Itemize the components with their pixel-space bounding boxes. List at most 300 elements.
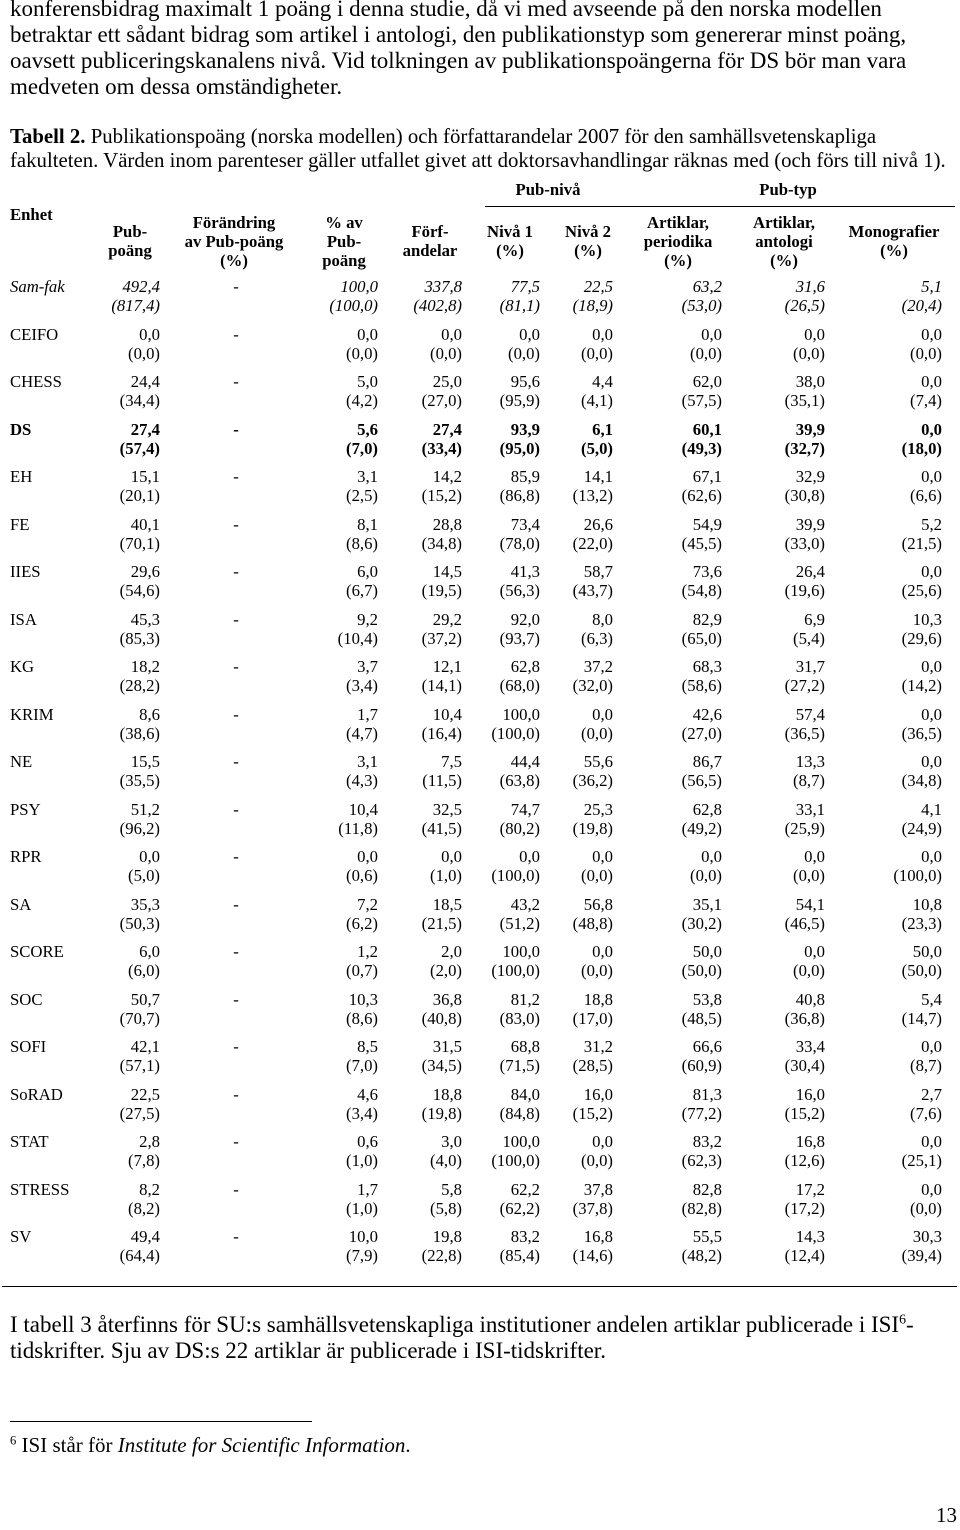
cell-value: 0,0	[592, 704, 613, 724]
table-cell	[543, 562, 613, 600]
unit-cell	[10, 1085, 100, 1104]
cell-value-with-dissertations: (39,4)	[901, 1246, 942, 1265]
cell-value-with-dissertations: (14,2)	[901, 676, 942, 695]
cell-value-with-dissertations: (56,5)	[681, 771, 722, 790]
cell-value-with-dissertations: (402,8)	[413, 296, 462, 315]
cell-value: 100,0	[340, 277, 378, 296]
table-cell	[470, 847, 540, 885]
cell-value-with-dissertations: (54,6)	[119, 581, 160, 600]
table-cell	[196, 515, 276, 534]
table-cell	[543, 657, 613, 695]
unit-cell	[10, 705, 100, 724]
table-cell	[652, 847, 722, 885]
cell-value: 16,0	[795, 1084, 825, 1104]
cell-value-with-dissertations: (81,1)	[499, 296, 540, 315]
table-cell	[308, 467, 378, 505]
footnote-rule	[10, 1421, 312, 1422]
cell-value: 10,0	[348, 1227, 378, 1246]
table-cell	[196, 752, 276, 771]
table-cell	[543, 515, 613, 553]
footnote-text: ISI står för	[21, 1433, 113, 1457]
cell-value: 100,0	[502, 704, 540, 724]
cell-value: 0,0	[921, 467, 942, 486]
cell-value: 39,9	[795, 514, 825, 534]
cell-value-with-dissertations: (7,9)	[346, 1246, 378, 1265]
cell-value: 4,1	[921, 799, 942, 819]
cell-value: 25,3	[583, 799, 613, 819]
cell-value: 0,0	[139, 847, 160, 866]
cell-value-with-dissertations: (14,7)	[901, 1008, 942, 1028]
table-cell	[308, 420, 378, 458]
table-cell	[308, 1085, 378, 1123]
table-cell	[392, 1132, 462, 1170]
table-cell	[308, 657, 378, 695]
cell-value: 0,0	[441, 324, 462, 344]
cell-value: 0,0	[921, 847, 942, 866]
cell-value-with-dissertations: (19,8)	[572, 818, 613, 838]
cell-value: 66,6	[692, 1037, 722, 1056]
cell-value-with-dissertations: (0,0)	[793, 866, 825, 885]
table-cell	[308, 515, 378, 553]
cell-value-with-dissertations: (7,0)	[346, 438, 378, 458]
cell-value: 40,8	[795, 989, 825, 1009]
cell-value-with-dissertations: (64,4)	[119, 1246, 160, 1265]
table-row	[0, 372, 960, 410]
table-cell	[470, 800, 540, 838]
cell-value: -	[233, 799, 239, 819]
cell-value: -	[233, 467, 239, 486]
body-line	[10, 1312, 914, 1338]
cell-value: 7,2	[357, 894, 378, 914]
table-cell	[196, 990, 276, 1009]
group-header-rule	[485, 206, 955, 207]
table-cell	[755, 895, 825, 933]
table-cell	[392, 895, 462, 933]
column-header-line: Monografier	[848, 222, 940, 241]
cell-value-with-dissertations: (1,0)	[346, 1151, 378, 1170]
cell-value-with-dissertations: (15,2)	[784, 1103, 825, 1123]
table-cell	[196, 800, 276, 819]
cell-value-with-dissertations: (21,5)	[421, 913, 462, 933]
table-cell	[755, 467, 825, 505]
table-cell	[90, 420, 160, 458]
column-header-line: Artiklar,	[753, 213, 815, 232]
cell-value: 10,8	[912, 894, 942, 914]
unit-label: KRIM	[10, 704, 54, 724]
cell-value-with-dissertations: (96,2)	[119, 818, 160, 838]
column-header-line: Artiklar,	[647, 213, 709, 232]
unit-cell	[10, 1037, 100, 1056]
table-cell	[470, 942, 540, 980]
cell-value: 5,6	[357, 419, 378, 439]
cell-value: 25,0	[432, 372, 462, 391]
cell-value-with-dissertations: (27,2)	[784, 676, 825, 695]
table-cell	[90, 990, 160, 1028]
cell-value: 6,0	[357, 562, 378, 581]
cell-value: 60,1	[692, 419, 722, 439]
cell-value: 0,0	[804, 324, 825, 344]
table-cell	[392, 325, 462, 363]
column-header	[824, 222, 960, 260]
table-cell	[543, 1085, 613, 1123]
table-cell	[872, 752, 942, 790]
column-header-line: poäng	[108, 241, 152, 260]
cell-value: 100,0	[502, 942, 540, 961]
cell-value-with-dissertations: (93,7)	[499, 628, 540, 648]
cell-value: -	[233, 752, 239, 771]
table-row	[0, 942, 960, 980]
cell-value-with-dissertations: (17,0)	[572, 1008, 613, 1028]
cell-value: 55,5	[692, 1227, 722, 1246]
table-cell	[196, 610, 276, 629]
table-cell	[652, 705, 722, 743]
cell-value-with-dissertations: (70,7)	[119, 1008, 160, 1028]
table-cell	[392, 990, 462, 1028]
cell-value: 16,8	[583, 1227, 613, 1246]
unit-cell	[10, 325, 100, 344]
table-cell	[392, 515, 462, 553]
cell-value: 0,0	[921, 752, 942, 771]
table-cell	[755, 847, 825, 885]
column-header-line: antologi	[755, 232, 813, 251]
cell-value: 12,1	[432, 657, 462, 676]
cell-value-with-dissertations: (8,7)	[910, 1056, 942, 1075]
table-cell	[872, 1227, 942, 1265]
table-cell	[872, 800, 942, 838]
cell-value-with-dissertations: (37,2)	[421, 628, 462, 648]
table-cell	[755, 990, 825, 1028]
table-cell	[90, 467, 160, 505]
cell-value-with-dissertations: (100,0)	[491, 866, 540, 885]
cell-value-with-dissertations: (65,0)	[681, 628, 722, 648]
cell-value: 0,0	[921, 324, 942, 344]
cell-value: 22,5	[583, 277, 613, 296]
cell-value: 8,6	[139, 704, 160, 724]
cell-value-with-dissertations: (29,6)	[901, 628, 942, 648]
table-cell	[90, 1037, 160, 1075]
unit-label: KG	[10, 657, 35, 676]
cell-value: 0,0	[441, 847, 462, 866]
table-cell	[90, 705, 160, 743]
cell-value: 10,3	[348, 989, 378, 1009]
cell-value: 0,0	[592, 847, 613, 866]
cell-value: 81,2	[510, 989, 540, 1009]
table-cell	[470, 610, 540, 648]
table-cell	[872, 705, 942, 743]
cell-value-with-dissertations: (0,0)	[581, 961, 613, 980]
table-cell	[470, 895, 540, 933]
table-cell	[543, 420, 613, 458]
cell-value-with-dissertations: (11,5)	[422, 771, 462, 790]
cell-value-with-dissertations: (0,0)	[793, 961, 825, 980]
cell-value: 31,7	[795, 657, 825, 676]
cell-value-with-dissertations: (28,2)	[119, 676, 160, 695]
table-cell	[652, 1227, 722, 1265]
cell-value-with-dissertations: (28,5)	[572, 1056, 613, 1075]
table-row	[0, 1227, 960, 1265]
table-cell	[308, 895, 378, 933]
table-row	[0, 562, 960, 600]
cell-value-with-dissertations: (95,0)	[499, 438, 540, 458]
table-cell	[470, 515, 540, 553]
table-cell	[470, 562, 540, 600]
table-cell	[308, 325, 378, 363]
unit-label: SOC	[10, 989, 43, 1009]
table-cell	[755, 705, 825, 743]
cell-value: -	[233, 324, 239, 344]
cell-value-with-dissertations: (0,0)	[690, 343, 722, 363]
cell-value: 0,0	[357, 847, 378, 866]
cell-value-with-dissertations: (41,5)	[421, 818, 462, 838]
table-cell	[652, 990, 722, 1028]
cell-value: 8,2	[139, 1179, 160, 1199]
cell-value-with-dissertations: (5,0)	[128, 866, 160, 885]
cell-value-with-dissertations: (0,6)	[346, 866, 378, 885]
column-header-line: Nivå 1	[487, 222, 533, 241]
table-cell	[872, 1085, 942, 1123]
cell-value-with-dissertations: (48,2)	[681, 1246, 722, 1265]
table-cell	[755, 800, 825, 838]
table-cell	[90, 277, 160, 315]
cell-value-with-dissertations: (2,5)	[346, 486, 378, 505]
cell-value-with-dissertations: (4,3)	[346, 771, 378, 790]
cell-value-with-dissertations: (20,1)	[119, 486, 160, 505]
cell-value-with-dissertations: (48,8)	[572, 913, 613, 933]
table-cell	[392, 467, 462, 505]
cell-value: 51,2	[130, 799, 160, 819]
table-cell	[543, 705, 613, 743]
column-header-line: andelar	[402, 241, 458, 260]
cell-value: 6,0	[139, 942, 160, 961]
cell-value: 28,8	[432, 514, 462, 534]
cell-value-with-dissertations: (1,0)	[430, 866, 462, 885]
cell-value: 44,4	[510, 752, 540, 771]
cell-value: 5,0	[357, 372, 378, 391]
table-row	[0, 990, 960, 1028]
table-cell	[308, 277, 378, 315]
unit-label: STAT	[10, 1132, 49, 1151]
cell-value-with-dissertations: (11,8)	[338, 818, 378, 838]
cell-value-with-dissertations: (27,0)	[421, 391, 462, 410]
cell-value: 0,0	[519, 324, 540, 344]
unit-label: SOFI	[10, 1037, 47, 1056]
table-cell	[755, 420, 825, 458]
table-cell	[90, 515, 160, 553]
cell-value-with-dissertations: (62,2)	[499, 1198, 540, 1218]
column-header-line: (%)	[664, 251, 692, 270]
cell-value: 14,1	[583, 467, 613, 486]
unit-label: NE	[10, 752, 33, 771]
cell-value-with-dissertations: (33,4)	[421, 438, 462, 458]
cell-value: 36,8	[432, 989, 462, 1009]
unit-label: IIES	[10, 562, 41, 581]
cell-value-with-dissertations: (32,7)	[784, 438, 825, 458]
table-cell	[543, 990, 613, 1028]
cell-value-with-dissertations: (71,5)	[499, 1056, 540, 1075]
cell-value-with-dissertations: (36,8)	[784, 1008, 825, 1028]
cell-value: 2,0	[441, 942, 462, 961]
table-cell	[470, 1037, 540, 1075]
cell-value-with-dissertations: (8,2)	[128, 1198, 160, 1218]
cell-value: 85,9	[510, 467, 540, 486]
table-cell	[543, 1037, 613, 1075]
cell-value: 5,4	[921, 989, 942, 1009]
cell-value: -	[233, 657, 239, 676]
table-cell	[392, 800, 462, 838]
unit-cell	[10, 990, 100, 1009]
cell-value: 3,7	[357, 657, 378, 676]
cell-value: -	[233, 1179, 239, 1199]
cell-value: 84,0	[510, 1084, 540, 1104]
footnote-mark: 6	[10, 1433, 17, 1448]
column-header-line: Nivå 2	[565, 222, 611, 241]
cell-value-with-dissertations: (0,0)	[581, 723, 613, 743]
cell-value-with-dissertations: (46,5)	[784, 913, 825, 933]
table-cell	[90, 800, 160, 838]
cell-value-with-dissertations: (0,0)	[581, 866, 613, 885]
table-cell	[90, 562, 160, 600]
table-cell	[652, 1180, 722, 1218]
table-cell	[543, 277, 613, 315]
cell-value: 8,1	[357, 514, 378, 534]
table-cell	[755, 1180, 825, 1218]
table-cell	[543, 1227, 613, 1265]
cell-value: 83,2	[692, 1132, 722, 1151]
cell-value: -	[233, 514, 239, 534]
cell-value: 54,1	[795, 894, 825, 914]
footnote-end: .	[405, 1433, 411, 1457]
cell-value-with-dissertations: (95,9)	[499, 391, 540, 410]
cell-value-with-dissertations: (34,8)	[421, 533, 462, 553]
intro-line: betraktar ett sådant bidrag som artikel i antologi, den publikationstyp som genererar minst poäng,	[10, 22, 907, 47]
cell-value-with-dissertations: (100,0)	[491, 723, 540, 743]
table-cell	[872, 325, 942, 363]
cell-value-with-dissertations: (0,0)	[508, 343, 540, 363]
cell-value: 0,0	[139, 324, 160, 344]
table-cell	[543, 847, 613, 885]
table-cell	[652, 277, 722, 315]
cell-value: 3,1	[357, 467, 378, 486]
cell-value: 58,7	[583, 562, 613, 581]
table-caption-line: fakulteten. Värden inom parenteser gäller utfallet givet att doktorsavhandlingar räknas med (och förs till nivå 1).	[10, 149, 946, 172]
cell-value-with-dissertations: (19,8)	[421, 1103, 462, 1123]
cell-value-with-dissertations: (4,2)	[346, 391, 378, 410]
table-cell	[392, 1085, 462, 1123]
cell-value-with-dissertations: (14,1)	[421, 676, 462, 695]
table-cell	[308, 705, 378, 743]
cell-value-with-dissertations: (16,4)	[421, 723, 462, 743]
cell-value-with-dissertations: (36,5)	[901, 723, 942, 743]
unit-cell	[10, 657, 100, 676]
cell-value: -	[233, 942, 239, 961]
table-cell	[392, 942, 462, 980]
table-cell	[652, 610, 722, 648]
cell-value: 8,0	[592, 609, 613, 629]
table-row	[0, 1085, 960, 1123]
unit-cell	[10, 800, 100, 819]
cell-value: 0,0	[804, 942, 825, 961]
table-cell	[652, 467, 722, 505]
table-cell	[308, 1180, 378, 1218]
cell-value: 492,4	[122, 277, 160, 296]
table-cell	[392, 1037, 462, 1075]
cell-value-with-dissertations: (817,4)	[111, 296, 160, 315]
cell-value: 0,0	[357, 324, 378, 344]
table-cell	[755, 942, 825, 980]
table-cell	[196, 277, 276, 296]
table-cell	[392, 372, 462, 410]
cell-value: 15,5	[130, 752, 160, 771]
cell-value: 77,5	[510, 277, 540, 296]
table-cell	[308, 847, 378, 885]
cell-value: 31,6	[795, 277, 825, 296]
cell-value-with-dissertations: (70,1)	[119, 533, 160, 553]
table-cell	[652, 657, 722, 695]
table-cell	[652, 562, 722, 600]
cell-value: 0,0	[701, 847, 722, 866]
cell-value: -	[233, 609, 239, 629]
cell-value: 63,2	[692, 277, 722, 296]
cell-value: 0,0	[921, 562, 942, 581]
table-cell	[196, 467, 276, 486]
cell-value-with-dissertations: (62,3)	[681, 1151, 722, 1170]
cell-value: 4,4	[592, 372, 613, 391]
cell-value: 0,0	[592, 324, 613, 344]
cell-value-with-dissertations: (6,0)	[128, 961, 160, 980]
cell-value: 8,5	[357, 1037, 378, 1056]
table-cell	[308, 1037, 378, 1075]
cell-value: 0,0	[701, 324, 722, 344]
cell-value-with-dissertations: (45,5)	[681, 533, 722, 553]
cell-value-with-dissertations: (50,0)	[901, 961, 942, 980]
table-bottom-rule	[2, 1286, 957, 1287]
unit-cell	[10, 277, 100, 296]
cell-value-with-dissertations: (5,4)	[793, 628, 825, 648]
table-cell	[392, 1180, 462, 1218]
table-cell	[308, 942, 378, 980]
column-header-line: Förändring	[192, 213, 276, 232]
cell-value-with-dissertations: (8,6)	[346, 533, 378, 553]
cell-value: 67,1	[692, 467, 722, 486]
unit-label: SCORE	[10, 942, 64, 961]
table-cell	[392, 562, 462, 600]
cell-value-with-dissertations: (60,9)	[681, 1056, 722, 1075]
table-row	[0, 420, 960, 458]
table-cell	[543, 895, 613, 933]
table-cell	[872, 467, 942, 505]
table-cell	[872, 1180, 942, 1218]
cell-value-with-dissertations: (10,4)	[337, 628, 378, 648]
table-row	[0, 1180, 960, 1218]
footnote-reference: 6	[899, 1311, 906, 1327]
cell-value-with-dissertations: (57,5)	[681, 391, 722, 410]
cell-value-with-dissertations: (50,0)	[681, 961, 722, 980]
table-cell	[755, 1037, 825, 1075]
cell-value: 29,2	[432, 609, 462, 629]
cell-value-with-dissertations: (86,8)	[499, 486, 540, 505]
table-cell	[470, 705, 540, 743]
table-cell	[543, 752, 613, 790]
unit-label: EH	[10, 467, 33, 486]
unit-label: CHESS	[10, 372, 62, 391]
cell-value: 0,6	[357, 1132, 378, 1151]
table-cell	[872, 562, 942, 600]
cell-value: 337,8	[424, 277, 462, 296]
cell-value: 82,9	[692, 609, 722, 629]
cell-value-with-dissertations: (25,1)	[901, 1151, 942, 1170]
table-cell	[90, 847, 160, 885]
cell-value-with-dissertations: (35,1)	[784, 391, 825, 410]
